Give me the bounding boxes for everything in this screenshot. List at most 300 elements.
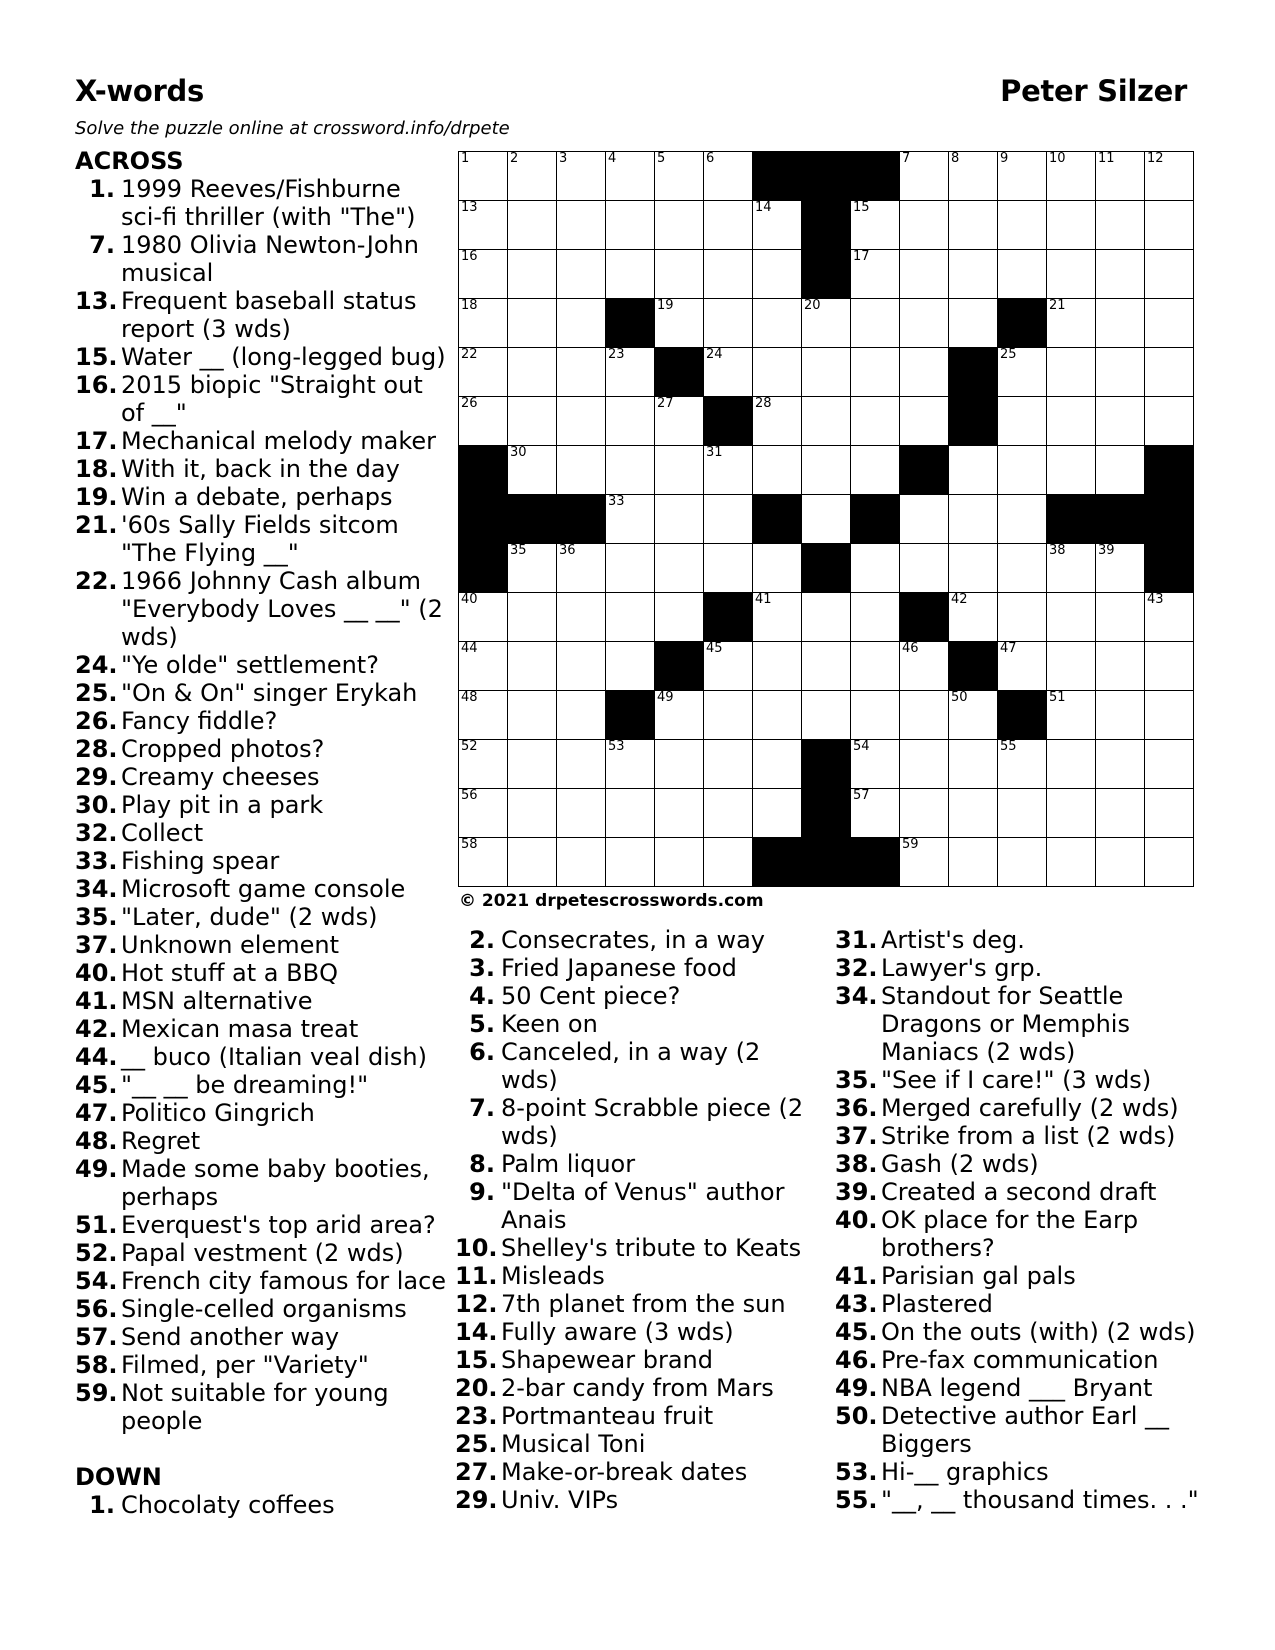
grid-cell[interactable] — [998, 789, 1047, 838]
grid-cell[interactable] — [1096, 299, 1145, 348]
grid-cell[interactable] — [900, 201, 949, 250]
grid-cell[interactable] — [655, 397, 704, 446]
grid-cell[interactable] — [1096, 642, 1145, 691]
grid-cell[interactable] — [606, 446, 655, 495]
grid-cell[interactable] — [508, 201, 557, 250]
clue-text: Strike from a list (2 wds) — [881, 1122, 1176, 1150]
grid-cell[interactable] — [802, 348, 851, 397]
clue-text: Fishing spear — [121, 847, 280, 875]
grid-cell[interactable] — [459, 299, 508, 348]
grid-cell[interactable] — [998, 348, 1047, 397]
clue-number: 45. — [75, 1071, 118, 1099]
grid-cell[interactable] — [606, 642, 655, 691]
grid-cell[interactable] — [655, 691, 704, 740]
grid-cell[interactable] — [949, 152, 998, 201]
black-square — [802, 838, 851, 887]
grid-cell[interactable] — [998, 593, 1047, 642]
grid-cell[interactable] — [1145, 691, 1194, 740]
clue-text: Detective author Earl __ Biggers — [881, 1402, 1170, 1458]
clue-text: Play pit in a park — [121, 791, 324, 819]
clue-number: 21. — [75, 511, 118, 539]
grid-cell[interactable] — [1145, 348, 1194, 397]
grid-cell[interactable] — [753, 201, 802, 250]
grid-cell[interactable] — [998, 838, 1047, 887]
grid-cell[interactable] — [508, 740, 557, 789]
clue-item — [75, 791, 447, 819]
black-square — [802, 789, 851, 838]
grid-cell[interactable] — [557, 250, 606, 299]
grid-cell[interactable] — [557, 838, 606, 887]
black-square — [459, 446, 508, 495]
clue-text: Shelley's tribute to Keats — [501, 1234, 802, 1262]
grid-cell[interactable] — [802, 446, 851, 495]
grid-cell[interactable] — [851, 348, 900, 397]
grid-cell[interactable] — [851, 789, 900, 838]
clue-item — [75, 1239, 447, 1267]
grid-cell[interactable] — [998, 201, 1047, 250]
clue-number: 41. — [75, 987, 118, 1015]
clue-number: 42. — [75, 1015, 118, 1043]
cell-number: 47 — [1000, 641, 1017, 656]
grid-cell[interactable] — [802, 642, 851, 691]
grid-cell[interactable] — [1145, 250, 1194, 299]
grid-cell[interactable] — [655, 250, 704, 299]
grid-cell[interactable] — [998, 642, 1047, 691]
grid-cell[interactable] — [1145, 789, 1194, 838]
clue-text: Fried Japanese food — [501, 954, 737, 982]
grid-cell[interactable] — [557, 299, 606, 348]
grid-cell[interactable] — [1096, 397, 1145, 446]
grid-cell[interactable] — [802, 397, 851, 446]
grid-cell[interactable] — [557, 642, 606, 691]
grid-cell[interactable] — [998, 495, 1047, 544]
clue-text: Fancy fiddle? — [121, 707, 278, 735]
grid-cell[interactable] — [606, 397, 655, 446]
grid-cell[interactable] — [606, 838, 655, 887]
grid-cell[interactable] — [851, 740, 900, 789]
cell-number: 41 — [755, 592, 772, 607]
cell-number: 11 — [1098, 151, 1115, 166]
clue-text: Win a debate, perhaps — [121, 483, 393, 511]
grid-cell[interactable] — [557, 691, 606, 740]
clue-number: 20. — [455, 1374, 498, 1402]
grid-cell[interactable] — [900, 642, 949, 691]
grid-cell[interactable] — [753, 348, 802, 397]
clue-item — [75, 959, 447, 987]
clue-number: 45. — [835, 1318, 878, 1346]
clue-text: Consecrates, in a way — [501, 926, 766, 954]
grid-cell[interactable] — [459, 593, 508, 642]
grid-cell[interactable] — [998, 740, 1047, 789]
grid-cell[interactable] — [753, 740, 802, 789]
clue-number: 54. — [75, 1267, 118, 1295]
clue-number: 38. — [835, 1150, 878, 1178]
grid-cell[interactable] — [1145, 201, 1194, 250]
clue-item — [835, 1346, 1210, 1374]
grid-cell[interactable] — [851, 544, 900, 593]
clue-item — [75, 651, 447, 679]
cell-number: 43 — [1147, 592, 1164, 607]
grid-cell[interactable] — [508, 250, 557, 299]
clue-column-3 — [835, 926, 1210, 1514]
clue-text: Mechanical melody maker — [121, 427, 436, 455]
grid-cell[interactable] — [753, 446, 802, 495]
grid-cell[interactable] — [557, 152, 606, 201]
clue-item — [75, 847, 447, 875]
grid-cell[interactable] — [998, 446, 1047, 495]
clue-text: 50 Cent piece? — [501, 982, 681, 1010]
black-square — [851, 152, 900, 201]
clue-item — [455, 1150, 820, 1178]
grid-cell[interactable] — [655, 593, 704, 642]
clue-item — [75, 1379, 447, 1435]
grid-cell[interactable] — [900, 789, 949, 838]
cell-number: 51 — [1049, 690, 1066, 705]
grid-cell[interactable] — [900, 838, 949, 887]
grid-cell[interactable] — [508, 348, 557, 397]
black-square — [802, 740, 851, 789]
grid-cell[interactable] — [753, 642, 802, 691]
grid-cell[interactable] — [459, 740, 508, 789]
grid-cell[interactable] — [1047, 152, 1096, 201]
cell-number: 3 — [559, 151, 568, 166]
grid-cell[interactable] — [998, 397, 1047, 446]
grid-cell[interactable] — [900, 299, 949, 348]
grid-cell[interactable] — [655, 789, 704, 838]
grid-cell[interactable] — [753, 789, 802, 838]
clue-item — [75, 1491, 447, 1519]
grid-cell[interactable] — [1047, 250, 1096, 299]
grid-cell[interactable] — [1096, 446, 1145, 495]
grid-cell[interactable] — [949, 495, 998, 544]
grid-cell[interactable] — [753, 593, 802, 642]
clue-text: Standout for Seattle Dragons or Memphis Maniacs (2 wds) — [881, 982, 1130, 1066]
grid-cell[interactable] — [851, 642, 900, 691]
cell-number: 28 — [755, 396, 772, 411]
grid-cell[interactable] — [655, 152, 704, 201]
cell-number: 23 — [608, 347, 625, 362]
clue-text: Merged carefully (2 wds) — [881, 1094, 1179, 1122]
grid-cell[interactable] — [851, 397, 900, 446]
grid-cell[interactable] — [1096, 740, 1145, 789]
grid-cell[interactable] — [704, 348, 753, 397]
grid-cell[interactable] — [459, 397, 508, 446]
grid-cell[interactable] — [508, 446, 557, 495]
grid-cell[interactable] — [655, 838, 704, 887]
grid-cell[interactable] — [1047, 201, 1096, 250]
grid-cell[interactable] — [557, 397, 606, 446]
clue-text: On the outs (with) (2 wds) — [881, 1318, 1196, 1346]
grid-cell[interactable] — [459, 789, 508, 838]
grid-cell[interactable] — [557, 446, 606, 495]
grid-cell[interactable] — [704, 495, 753, 544]
grid-cell[interactable] — [1047, 789, 1096, 838]
grid-cell[interactable] — [949, 691, 998, 740]
clue-item — [455, 1402, 820, 1430]
clue-item — [835, 1178, 1210, 1206]
grid-cell[interactable] — [508, 838, 557, 887]
grid-cell[interactable] — [1096, 789, 1145, 838]
clue-text: Gash (2 wds) — [881, 1150, 1039, 1178]
grid-cell[interactable] — [1047, 299, 1096, 348]
grid-cell[interactable] — [851, 250, 900, 299]
grid-cell[interactable] — [704, 691, 753, 740]
grid-cell[interactable] — [655, 544, 704, 593]
grid-cell[interactable] — [606, 740, 655, 789]
clue-number: 3. — [469, 954, 495, 982]
clue-item — [835, 1402, 1210, 1458]
grid-cell[interactable] — [851, 446, 900, 495]
grid-cell[interactable] — [1145, 299, 1194, 348]
cell-number: 13 — [461, 200, 478, 215]
clue-number: 4. — [469, 982, 495, 1010]
grid-cell[interactable] — [508, 544, 557, 593]
clue-item — [835, 1262, 1210, 1290]
cell-number: 50 — [951, 690, 968, 705]
clue-item — [835, 1318, 1210, 1346]
grid-cell[interactable] — [949, 593, 998, 642]
grid-cell[interactable] — [1047, 397, 1096, 446]
grid-cell[interactable] — [900, 348, 949, 397]
grid-cell[interactable] — [557, 348, 606, 397]
grid-cell[interactable] — [655, 201, 704, 250]
clue-number: 8. — [469, 1150, 495, 1178]
grid-cell[interactable] — [655, 740, 704, 789]
grid-cell[interactable] — [1047, 593, 1096, 642]
down-clue-list-3 — [835, 926, 1210, 1514]
grid-cell[interactable] — [1145, 740, 1194, 789]
cell-number: 42 — [951, 592, 968, 607]
clue-number: 27. — [455, 1458, 498, 1486]
grid-cell[interactable] — [459, 838, 508, 887]
cell-number: 6 — [706, 151, 715, 166]
clue-text: Keen on — [501, 1010, 598, 1038]
grid-cell[interactable] — [802, 691, 851, 740]
clue-item — [455, 1290, 820, 1318]
clue-number: 22. — [75, 567, 118, 595]
grid-cell[interactable] — [459, 152, 508, 201]
grid-cell[interactable] — [606, 593, 655, 642]
grid-cell[interactable] — [606, 348, 655, 397]
grid-cell[interactable] — [508, 152, 557, 201]
grid-cell[interactable] — [606, 544, 655, 593]
clue-number: 6. — [469, 1038, 495, 1066]
grid-cell[interactable] — [1096, 691, 1145, 740]
clue-item — [75, 1295, 447, 1323]
clue-number: 53. — [835, 1458, 878, 1486]
grid-cell[interactable] — [606, 789, 655, 838]
cell-number: 57 — [853, 788, 870, 803]
grid-cell[interactable] — [1047, 446, 1096, 495]
grid-cell[interactable] — [998, 152, 1047, 201]
grid-cell[interactable] — [1047, 642, 1096, 691]
clue-number: 25. — [455, 1430, 498, 1458]
grid-cell[interactable] — [459, 691, 508, 740]
cell-number: 45 — [706, 641, 723, 656]
grid-cell[interactable] — [949, 250, 998, 299]
grid-cell[interactable] — [851, 299, 900, 348]
grid-cell[interactable] — [508, 789, 557, 838]
grid-cell[interactable] — [606, 152, 655, 201]
grid-cell[interactable] — [1145, 838, 1194, 887]
grid-cell[interactable] — [998, 250, 1047, 299]
grid-cell[interactable] — [753, 691, 802, 740]
grid-cell[interactable] — [606, 201, 655, 250]
grid-cell[interactable] — [1047, 838, 1096, 887]
clue-number: 30. — [75, 791, 118, 819]
clue-item — [75, 371, 447, 427]
black-square — [704, 593, 753, 642]
clue-number: 57. — [75, 1323, 118, 1351]
cell-number: 16 — [461, 249, 478, 264]
clue-item — [75, 1351, 447, 1379]
grid-cell[interactable] — [459, 250, 508, 299]
grid-cell[interactable] — [704, 789, 753, 838]
grid-cell[interactable] — [851, 691, 900, 740]
black-square — [1047, 495, 1096, 544]
grid-cell[interactable] — [1145, 642, 1194, 691]
grid-cell[interactable] — [459, 642, 508, 691]
grid-cell[interactable] — [949, 740, 998, 789]
clue-text: __ buco (Italian veal dish) — [121, 1043, 427, 1071]
grid-cell[interactable] — [704, 152, 753, 201]
clue-text: Misleads — [501, 1262, 605, 1290]
clue-text: "Ye olde" settlement? — [121, 651, 379, 679]
grid-cell[interactable] — [753, 397, 802, 446]
clue-number: 25. — [75, 679, 118, 707]
grid-cell[interactable] — [459, 348, 508, 397]
grid-cell[interactable] — [802, 299, 851, 348]
clue-text: With it, back in the day — [121, 455, 400, 483]
clue-number: 50. — [835, 1402, 878, 1430]
grid-cell[interactable] — [557, 544, 606, 593]
grid-cell[interactable] — [802, 495, 851, 544]
grid-cell[interactable] — [508, 397, 557, 446]
clue-number: 37. — [835, 1122, 878, 1150]
grid-cell[interactable] — [753, 250, 802, 299]
grid-cell[interactable] — [704, 544, 753, 593]
grid-cell[interactable] — [1145, 397, 1194, 446]
grid-cell[interactable] — [704, 250, 753, 299]
grid-cell[interactable] — [655, 299, 704, 348]
grid-cell[interactable] — [949, 201, 998, 250]
grid-cell[interactable] — [949, 299, 998, 348]
clue-item — [75, 931, 447, 959]
clue-item — [835, 1094, 1210, 1122]
grid-cell[interactable] — [606, 495, 655, 544]
grid-cell[interactable] — [851, 593, 900, 642]
clue-text: Send another way — [121, 1323, 340, 1351]
cell-number: 54 — [853, 739, 870, 754]
clue-text: Microsoft game console — [121, 875, 406, 903]
clue-text: Created a second draft — [881, 1178, 1157, 1206]
grid-cell[interactable] — [1145, 593, 1194, 642]
grid-cell[interactable] — [704, 642, 753, 691]
grid-cell[interactable] — [1047, 348, 1096, 397]
black-square — [949, 348, 998, 397]
clue-column-2 — [455, 926, 820, 1514]
grid-cell[interactable] — [508, 642, 557, 691]
grid-cell[interactable] — [802, 593, 851, 642]
grid-cell[interactable] — [900, 495, 949, 544]
clue-text: "__, __ thousand times. . ." — [881, 1486, 1199, 1514]
grid-cell[interactable] — [508, 299, 557, 348]
grid-cell[interactable] — [1047, 691, 1096, 740]
crossword-grid — [459, 152, 1194, 887]
grid-cell[interactable] — [851, 201, 900, 250]
grid-cell[interactable] — [1047, 544, 1096, 593]
clue-text: 1999 Reeves/Fishburne sci-fi thriller (with "The") — [121, 175, 416, 231]
grid-cell[interactable] — [753, 299, 802, 348]
grid-cell[interactable] — [900, 152, 949, 201]
grid-cell[interactable] — [1096, 152, 1145, 201]
clue-item — [75, 1211, 447, 1239]
author-name: Peter Silzer — [1000, 74, 1187, 108]
clue-item — [455, 1234, 820, 1262]
grid-cell[interactable] — [459, 201, 508, 250]
grid-cell[interactable] — [949, 446, 998, 495]
black-square — [998, 299, 1047, 348]
grid-cell[interactable] — [900, 691, 949, 740]
clue-number: 12. — [455, 1290, 498, 1318]
grid-cell[interactable] — [655, 446, 704, 495]
grid-cell[interactable] — [1096, 593, 1145, 642]
clue-text: Filmed, per "Variety" — [121, 1351, 369, 1379]
grid-cell[interactable] — [1096, 838, 1145, 887]
clue-number: 15. — [75, 343, 118, 371]
clue-text: Make-or-break dates — [501, 1458, 748, 1486]
grid-cell[interactable] — [949, 789, 998, 838]
grid-cell[interactable] — [900, 740, 949, 789]
black-square — [655, 642, 704, 691]
grid-cell[interactable] — [508, 691, 557, 740]
grid-cell[interactable] — [949, 838, 998, 887]
grid-cell[interactable] — [753, 544, 802, 593]
clue-number: 2. — [469, 926, 495, 954]
grid-cell[interactable] — [704, 201, 753, 250]
grid-cell[interactable] — [704, 838, 753, 887]
grid-cell[interactable] — [1047, 740, 1096, 789]
grid-cell[interactable] — [998, 544, 1047, 593]
clue-item — [75, 875, 447, 903]
grid-cell[interactable] — [949, 544, 998, 593]
clue-item — [75, 1323, 447, 1351]
clue-item — [455, 1430, 820, 1458]
clue-item — [75, 707, 447, 735]
grid-cell[interactable] — [557, 201, 606, 250]
grid-cell[interactable] — [1096, 201, 1145, 250]
clue-number: 40. — [75, 959, 118, 987]
grid-cell[interactable] — [1096, 250, 1145, 299]
grid-cell[interactable] — [1096, 348, 1145, 397]
grid-cell[interactable] — [900, 397, 949, 446]
grid-cell[interactable] — [508, 593, 557, 642]
grid-cell[interactable] — [557, 593, 606, 642]
clue-number: 46. — [835, 1346, 878, 1374]
grid-cell[interactable] — [1096, 544, 1145, 593]
cell-number: 4 — [608, 151, 617, 166]
grid-cell[interactable] — [655, 495, 704, 544]
grid-cell[interactable] — [704, 740, 753, 789]
grid-cell[interactable] — [704, 446, 753, 495]
grid-cell[interactable] — [1145, 152, 1194, 201]
grid-cell[interactable] — [557, 789, 606, 838]
grid-cell[interactable] — [900, 250, 949, 299]
grid-cell[interactable] — [606, 250, 655, 299]
grid-cell[interactable] — [557, 740, 606, 789]
grid-cell[interactable] — [900, 544, 949, 593]
grid-cell[interactable] — [704, 299, 753, 348]
